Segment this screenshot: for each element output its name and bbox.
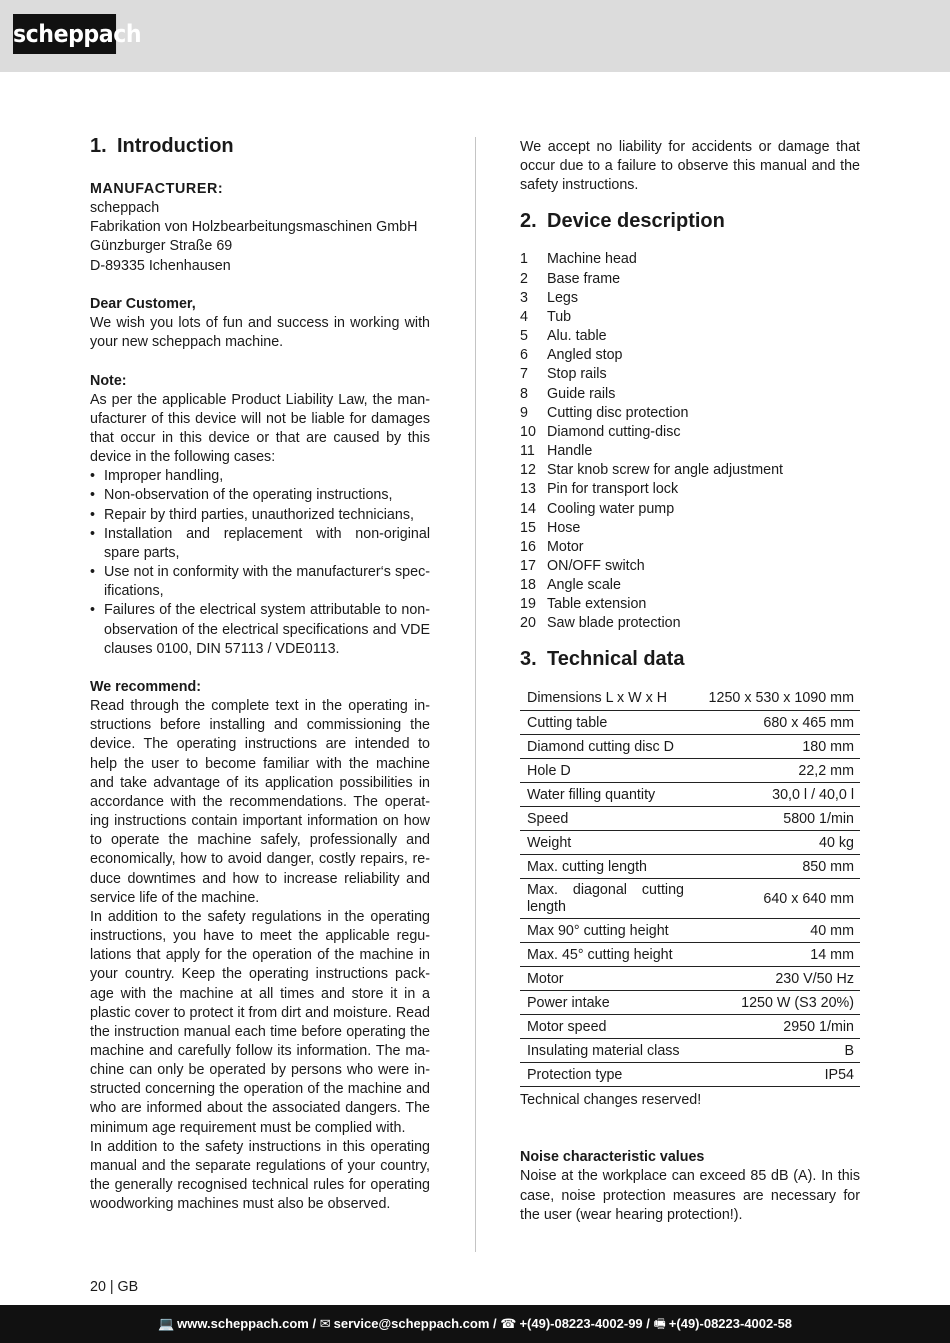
part-number: 6: [520, 347, 528, 364]
tech-row: [520, 943, 860, 967]
part-label: Guide rails: [547, 385, 616, 402]
tech-row: [520, 807, 860, 831]
tech-value: 1250 W (S3 20%): [690, 991, 860, 1015]
mail-icon: ✉: [319, 1316, 331, 1331]
part-number: 20: [520, 615, 536, 632]
part-label: Cutting disc protection: [547, 404, 689, 421]
noise-label: Noise characteristic values: [520, 1149, 705, 1166]
manufacturer-line: Fabrikation von Holzbearbeitungsmaschinen GmbH: [90, 219, 418, 236]
note-label: Note:: [90, 372, 127, 389]
part-number: 5: [520, 328, 528, 345]
technical-data-table: [520, 687, 860, 1088]
part-label: Legs: [547, 289, 579, 306]
phone-icon: ☎: [500, 1316, 517, 1331]
tech-value: 30,0 l / 40,0 l: [690, 783, 860, 807]
part-number: 7: [520, 366, 528, 383]
note-bullet-item: • Repair by third parties, unauthorized technicians,: [90, 506, 430, 525]
part-label: Handle: [547, 443, 593, 460]
computer-icon: 💻: [157, 1316, 175, 1331]
technical-data-heading: 3. Technical data: [520, 647, 685, 670]
noise-text: Noise at the workplace can exceed 85 dB (A). In this case, noise protection measures are necessary for the user (wear hearing protection!).: [520, 1168, 860, 1223]
note-bullet-item: • Improper handling,: [90, 467, 430, 486]
tech-value: 680 x 465 mm: [690, 711, 860, 735]
page-number: 20 | GB: [90, 1279, 139, 1295]
parts-list: [520, 250, 860, 633]
tech-label: Dimensions L x W x H: [520, 687, 690, 711]
part-number: 3: [520, 289, 528, 306]
tech-value: 1250 x 530 x 1090 mm: [690, 687, 860, 711]
part-label: Motor: [547, 538, 584, 555]
tech-row: [520, 687, 860, 711]
tech-value: 180 mm: [690, 735, 860, 759]
part-item: [520, 442, 860, 461]
part-item: [520, 308, 860, 327]
note-bullet-item: • Failures of the electrical system attributable to non-observation of the electrical specifications and VDE clauses 0100, DIN 57113 / VDE0113.: [90, 601, 430, 658]
tech-label: Motor speed: [520, 1015, 690, 1039]
tech-label: Insulating material class: [520, 1039, 690, 1063]
part-number: 18: [520, 577, 536, 594]
part-label: Hose: [547, 519, 581, 536]
part-label: Stop rails: [547, 366, 607, 383]
tech-value: 5800 1/min: [690, 807, 860, 831]
part-label: Diamond cutting-disc: [547, 423, 681, 440]
note-bullet-item: • Use not in conformity with the manufacturer‘s spec-ifications,: [90, 563, 430, 601]
part-item: [520, 576, 860, 595]
dear-customer-label: Dear Customer,: [90, 295, 196, 312]
part-label: Pin for transport lock: [547, 481, 679, 498]
part-number: 17: [520, 557, 536, 574]
part-item: [520, 538, 860, 557]
tech-row: [520, 991, 860, 1015]
tech-row: [520, 879, 860, 919]
part-item: [520, 423, 860, 442]
dear-customer-text: We wish you lots of fun and success in working with your new scheppach machine.: [90, 315, 430, 351]
tech-value: 640 x 640 mm: [690, 879, 860, 919]
tech-row: [520, 735, 860, 759]
manufacturer-line: Günzburger Straße 69: [90, 238, 233, 255]
tech-value: 850 mm: [690, 855, 860, 879]
part-item: [520, 461, 860, 480]
manufacturer-label: MANUFACTURER:: [90, 181, 224, 197]
footer-phone: +(49)-08223-4002-99 /: [519, 1316, 650, 1331]
part-item: [520, 595, 860, 614]
tech-label: Power intake: [520, 991, 690, 1015]
tech-row: [520, 1015, 860, 1039]
tech-label: Max 90° cutting height: [520, 919, 690, 943]
tech-value: IP54: [690, 1063, 860, 1087]
recommend-paragraph-3: In addition to the safety instructions in this operating manual and the separate regulations of your country, the generally recognised technical rules for operating woodworking machines must also be observed.: [90, 1138, 430, 1213]
tech-row: [520, 711, 860, 735]
scheppach-logo: scheppach: [13, 14, 116, 54]
manufacturer-line: D-89335 Ichenhausen: [90, 257, 231, 274]
part-item: [520, 365, 860, 384]
tech-row: [520, 1039, 860, 1063]
part-label: Saw blade protection: [547, 615, 681, 632]
tech-value: B: [690, 1039, 860, 1063]
part-number: 2: [520, 270, 528, 287]
part-number: 4: [520, 308, 528, 325]
fax-icon: 🖷: [653, 1316, 666, 1331]
part-item: [520, 385, 860, 404]
footer-bar: [0, 1305, 950, 1343]
part-number: 9: [520, 404, 528, 421]
part-item: [520, 289, 860, 308]
tech-label: Diamond cutting disc D: [520, 735, 690, 759]
introduction-heading: 1. Introduction: [90, 135, 234, 157]
part-label: Star knob screw for angle adjustment: [547, 462, 784, 479]
right-column: [520, 138, 860, 1225]
tech-row: [520, 967, 860, 991]
part-number: 13: [520, 481, 536, 498]
manufacturer-line: scheppach: [90, 200, 160, 217]
part-number: 16: [520, 538, 536, 555]
part-number: 15: [520, 519, 536, 536]
tech-label: Max. diagonal cutting length: [520, 879, 690, 919]
footer-website[interactable]: www.scheppach.com /: [177, 1316, 317, 1331]
part-number: 11: [520, 443, 535, 460]
note-bullet-item: • Installation and replacement with non-original spare parts,: [90, 525, 430, 563]
footer-email[interactable]: service@scheppach.com /: [333, 1316, 497, 1331]
part-item: [520, 250, 860, 269]
tech-row: [520, 783, 860, 807]
part-number: 1: [520, 251, 528, 268]
part-number: 19: [520, 596, 536, 613]
tech-label: Weight: [520, 831, 690, 855]
tech-label: Hole D: [520, 759, 690, 783]
part-item: [520, 557, 860, 576]
part-label: Angle scale: [547, 577, 621, 594]
tech-value: 40 mm: [690, 919, 860, 943]
liability-text: We accept no liability for accidents or damage that occur due to a failure to observe this manual and the safety instructions.: [520, 139, 860, 194]
left-column: [90, 134, 430, 1214]
part-label: ON/OFF switch: [547, 557, 645, 574]
technical-changes-note: Technical changes reserved!: [520, 1092, 702, 1109]
part-item: [520, 346, 860, 365]
note-text: As per the applicable Product Liability Law, the man-ufacturer of this device will not be liable for damages that occur in this device or that are caused by this device in the following cases:: [90, 391, 430, 466]
tech-row: [520, 1063, 860, 1087]
tech-label: Protection type: [520, 1063, 690, 1087]
header-bar: [0, 0, 950, 72]
footer-fax: +(49)-08223-4002-58: [668, 1316, 793, 1331]
part-label: Cooling water pump: [547, 500, 675, 517]
part-label: Alu. table: [547, 328, 607, 345]
part-label: Table extension: [547, 596, 647, 613]
part-number: 12: [520, 462, 536, 479]
column-divider: [475, 137, 476, 1252]
tech-row: [520, 919, 860, 943]
note-bullet-list: [90, 467, 430, 659]
note-bullet-item: • Non-observation of the operating instructions,: [90, 486, 430, 505]
recommend-paragraph-2: In addition to the safety regulations in the operating instructions, you have to meet the applicable regu-lations that apply for the operation of the machine in your country. Keep the operating instructions pack-age with the machine at all times and store it in a plastic cover to protect it from dirt and moisture. Read the instruction manual each time before operating the machine and carefully follow its information. The ma-chine can only be operated by persons who were in-structed concerning the operation of the machine and who are informed about the associated dangers. The minimum age requirement must be complied with.: [90, 908, 430, 1136]
tech-value: 2950 1/min: [690, 1015, 860, 1039]
tech-value: 40 kg: [690, 831, 860, 855]
part-number: 14: [520, 500, 536, 517]
part-number: 8: [520, 385, 528, 402]
manufacturer-address: [90, 199, 430, 276]
tech-row: [520, 855, 860, 879]
tech-label: Cutting table: [520, 711, 690, 735]
recommend-paragraph-1: Read through the complete text in the operating in-structions before installing and commissioning the device. The operating instructions are intended to help the user to become familiar with the machine and take advantage of its application possibilities in accordance with the recommendations. The operat-ing instructions contain important information on how to operate the machine safely, professionally and economically, how to avoid danger, costly repairs, re-duce downtimes and how to increase reliability and service life of the machine.: [90, 698, 430, 906]
part-item: [520, 519, 860, 538]
part-item: [520, 614, 860, 633]
part-item: [520, 327, 860, 346]
tech-label: Speed: [520, 807, 690, 831]
part-item: [520, 480, 860, 499]
part-item: [520, 500, 860, 519]
tech-value: 230 V/50 Hz: [690, 967, 860, 991]
tech-value: 14 mm: [690, 943, 860, 967]
device-description-heading: 2. Device description: [520, 210, 725, 233]
tech-row: [520, 759, 860, 783]
recommend-label: We recommend:: [90, 679, 201, 696]
tech-label: Max. cutting length: [520, 855, 690, 879]
part-label: Tub: [547, 308, 572, 325]
part-label: Angled stop: [547, 347, 623, 364]
tech-label: Motor: [520, 967, 690, 991]
tech-label: Water filling quantity: [520, 783, 690, 807]
part-label: Machine head: [547, 251, 637, 268]
tech-row: [520, 831, 860, 855]
tech-label: Max. 45° cutting height: [520, 943, 690, 967]
part-number: 10: [520, 423, 536, 440]
part-item: [520, 270, 860, 289]
tech-value: 22,2 mm: [690, 759, 860, 783]
part-item: [520, 404, 860, 423]
part-label: Base frame: [547, 270, 621, 287]
